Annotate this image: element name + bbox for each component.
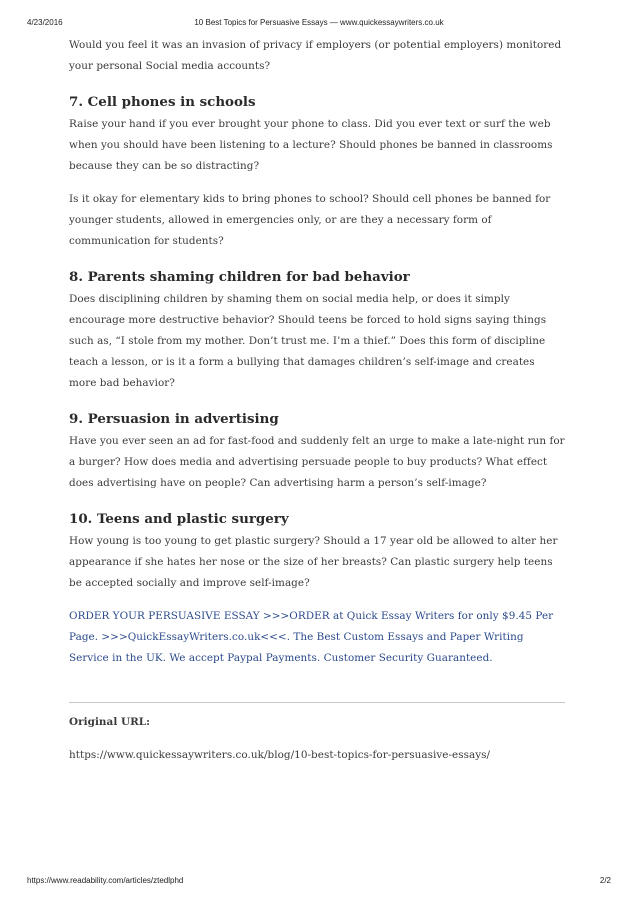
original-url-label: Original URL: [69, 716, 151, 728]
section-paragraph: Raise your hand if you ever brought your phone to class. Did you ever text or surf the web when you should have been listening to a lecture? Should phones be banned in classrooms because they can be so distracting? [69, 118, 553, 172]
article-content [69, 35, 565, 778]
section-heading: 7. Cell phones in schools [69, 94, 256, 110]
print-header [0, 18, 638, 30]
section-persuasion-advertising [69, 406, 565, 494]
section-paragraph: Have you ever seen an ad for fast-food and suddenly felt an urge to make a late-night run for a burger? How does media and advertising persuade people to buy products? What effect does advertising have on people? Can advertising harm a person’s self-image? [69, 435, 565, 489]
section-parents-shaming [69, 264, 565, 394]
section-paragraph: Is it okay for elementary kids to bring phones to school? Should cell phones be banned for younger students, allowed in emergencies only, or are they a necessary form of communication for students? [69, 193, 551, 247]
section-heading: 10. Teens and plastic surgery [69, 511, 289, 527]
print-date: 4/23/2016 [27, 18, 63, 27]
intro-paragraph: Would you feel it was an invasion of privacy if employers (or potential employers) monitored your personal Social media accounts? [69, 39, 562, 72]
section-paragraph: Does disciplining children by shaming them on social media help, or does it simply encourage more destructive behavior? Should teens be forced to hold signs saying things such as, “I stole from my mother. Don’t trust me. I’m a thief.” Does this form of discipline teach a lesson, or is it a form a bullying that damages children’s self-image and creates more bad behavior? [69, 293, 547, 389]
original-url[interactable]: https://www.quickessaywriters.co.uk/blog/10-best-topics-for-persuasive-essays/ [69, 749, 491, 761]
divider [69, 702, 565, 703]
section-heading: 8. Parents shaming children for bad behavior [69, 269, 410, 285]
section-paragraph: How young is too young to get plastic surgery? Should a 17 year old be allowed to alter her appearance if she hates her nose or the size of her breasts? Can plastic surgery help teens be accepted socially and improve self-image? [69, 535, 558, 589]
section-teens-plastic-surgery [69, 506, 565, 594]
section-heading: 9. Persuasion in advertising [69, 411, 279, 427]
section-cell-phones [69, 89, 565, 252]
promo-link[interactable]: ORDER YOUR PERSUASIVE ESSAY >>>ORDER at Quick Essay Writers for only $9.45 Per Page. >>>QuickEssayWriters.co.uk<<<. The Best Custom Essays and Paper Writing Service in the UK. We accept Paypal Payments. Customer Security Guaranteed. [69, 610, 554, 664]
footer-url: https://www.readability.com/articles/ztedlphd [27, 876, 184, 885]
page-number: 2/2 [599, 876, 611, 885]
promo-paragraph [69, 606, 565, 669]
print-footer [0, 876, 638, 888]
print-title: 10 Best Topics for Persuasive Essays — www.quickessaywriters.co.uk [194, 18, 444, 27]
